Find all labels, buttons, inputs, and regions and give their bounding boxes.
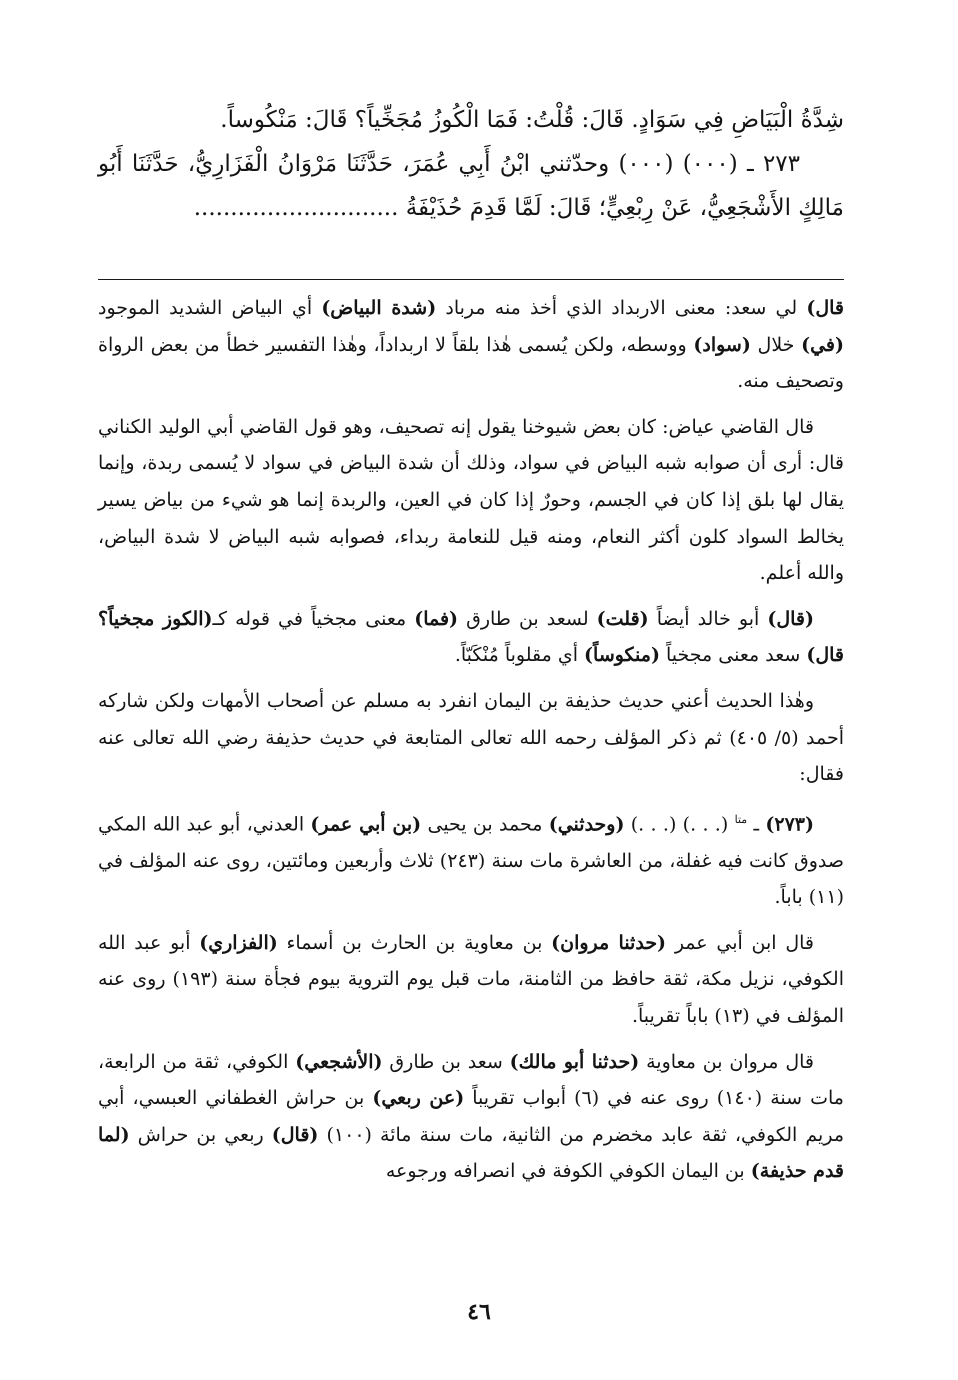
commentary-text-run: أبو خالد أيضاً <box>648 607 768 630</box>
bold-term: (الأشجعي) <box>295 1050 383 1073</box>
commentary-text-run: أي البياض الشديد الموجود <box>98 297 322 319</box>
commentary-paragraph-4: وهٰذا الحديث أعني حديث حذيفة بن اليمان انفرد به مسلم عن أصحاب الأمهات ولكن شاركه أحمد (٥/ ٤٠٥) ثم ذكر المؤلف رحمه الله تعالى المتابعة في حديث حذيفة رضي الله تعالى عنه فقال: <box>98 689 844 786</box>
bold-term: (الفزاري) <box>199 931 278 954</box>
commentary-text-run: الكوفي، ثقة من الرابعة، مات سنة (١٤٠) روى عنه في (٦) أبواب تقريباً <box>98 1050 844 1110</box>
commentary-text-run: بن معاوية بن الحارث بن أسماء <box>277 931 552 954</box>
page-number: ٤٦ <box>467 1299 491 1325</box>
commentary-text-run: سعد معنى مجخياً <box>659 644 807 667</box>
hadith-text <box>98 98 844 230</box>
bold-term: (شدة البياض) <box>321 297 437 319</box>
commentary-text-run: أبو عبد الله الكوفي، نزيل مكة، ثقة حافظ من الثامنة، مات قبل يوم التروية بيوم فجأة سنة (١٩٣) روى عنه المؤلف في (١٣) باباً تقريباً. <box>98 931 844 1028</box>
commentary-text-run: لسعد بن طارق <box>458 607 597 630</box>
bold-term: (٢٧٣) <box>765 813 815 836</box>
commentary-paragraph-3 <box>98 601 844 674</box>
commentary-text-run: العدني، أبو عبد الله المكي صدوق كانت فيه غفلة، من العاشرة مات سنة (٢٤٣) ثلاث وأربعين ومائتين، روى عنه المؤلف في (١١) باباً. <box>98 813 845 909</box>
bold-term: قال) <box>806 297 844 319</box>
commentary-paragraph-1 <box>98 290 844 400</box>
commentary-text-run: أي مقلوباً مُنْكَبّاً. <box>454 644 585 667</box>
bold-term: (منكوساً) <box>584 644 660 667</box>
bold-term: (قال) <box>271 1123 319 1146</box>
commentary-text-run: محمد بن يحيى <box>421 813 549 836</box>
bold-term: (في) <box>801 333 844 356</box>
commentary-paragraph-2: قال القاضي عياض: كان بعض شيوخنا يقول إنه تصحيف، وهو قول القاضي أبي الوليد الكناني قال: أرى أن صوابه شبه البياض في سواد، وذلك أن شدة البياض في سواد لا يُسمى ربدة، وإنما يقال لها بلق إذا كان في الجسم، وحورٌ إذا كان في العين، والربدة إنما هو شيء من بياض يسير يخالط السواد كلون أكثر النعام، ومنه قيل للنعامة ربداء، فصوابه شبه البياض لا شدة البياض، والله أعلم. <box>98 415 844 585</box>
commentary-text-run: خلال <box>750 333 802 356</box>
commentary-text <box>98 290 844 1199</box>
bold-term: (فما) <box>414 607 459 630</box>
commentary-text-run: ربعي بن حراش <box>129 1123 272 1146</box>
commentary-text-run: بن اليمان الكوفي الكوفة في انصرافه ورجوعه <box>385 1160 751 1183</box>
commentary-text-run: قال ابن أبي عمر <box>666 931 815 954</box>
bold-term: (وحدثني) <box>548 813 625 836</box>
commentary-text-run: (. . .) (. . .) <box>624 813 735 836</box>
footnote-divider <box>98 279 844 280</box>
bold-term: (سواد) <box>693 333 751 356</box>
commentary-text-run: لي سعد: معنى الاربداد الذي أخذ منه مرباد <box>436 297 807 319</box>
bold-term: (عن ربعي) <box>372 1087 465 1110</box>
bold-term: (قال) <box>767 607 814 630</box>
bold-term: (بن أبي عمر) <box>310 813 422 836</box>
commentary-text-run: ووسطه، ولكن يُسمى هٰذا بلقاً لا اربداداً، وهٰذا التفسير خطأ من بعض الرواة وتصحيف منه. <box>98 333 844 393</box>
commentary-paragraph-6 <box>98 925 844 1035</box>
bold-term: (حدثنا مروان) <box>551 931 667 954</box>
bold-term: (قلت) <box>596 607 649 630</box>
commentary-paragraph-7 <box>98 1044 844 1190</box>
hadith-line-1: شِدَّةُ الْبَيَاضِ فِي سَوَادٍ. قَالَ: قُلْتُ: فَمَا الْكُوزُ مُجَخِّياً؟ قَالَ: مَنْكُوساً. <box>220 107 844 133</box>
commentary-text-run: ـ <box>747 813 766 836</box>
bold-term: (حدثنا أبو مالك) <box>509 1050 640 1073</box>
commentary-text-run: سعد بن طارق <box>382 1050 510 1073</box>
commentary-text-run: قال مروان بن معاوية <box>639 1050 815 1073</box>
commentary-paragraph-5 <box>98 802 844 916</box>
superscript-mark: متا <box>734 812 748 826</box>
bold-term: (الكوز مجخياً؟ قال) <box>98 607 844 667</box>
commentary-text-run: بن حراش الغطفاني العبسي، أبي مريم الكوفي، ثقة عابد مخضرم من الثانية، مات سنة مائة (١٠٠) <box>98 1087 844 1146</box>
commentary-text-run: معنى مجخياً في قوله كـ <box>212 607 415 630</box>
bold-term: (لما قدم حذيفة) <box>98 1123 844 1183</box>
hadith-273-paragraph: ٢٧٣ ـ (٠٠٠) (٠٠٠) وحدّثني ابْنُ أَبِي عُمَرَ، حَدَّثَنَا مَرْوَانُ الْفَزَارِيُّ، حَدَّثَنَا أَبُو مَالِكٍ الأَشْجَعِيُّ، عَنْ رِبْعِيٍّ؛ قَالَ: لَمَّا قَدِمَ حُذَيْفَةُ ............................ <box>98 151 844 221</box>
